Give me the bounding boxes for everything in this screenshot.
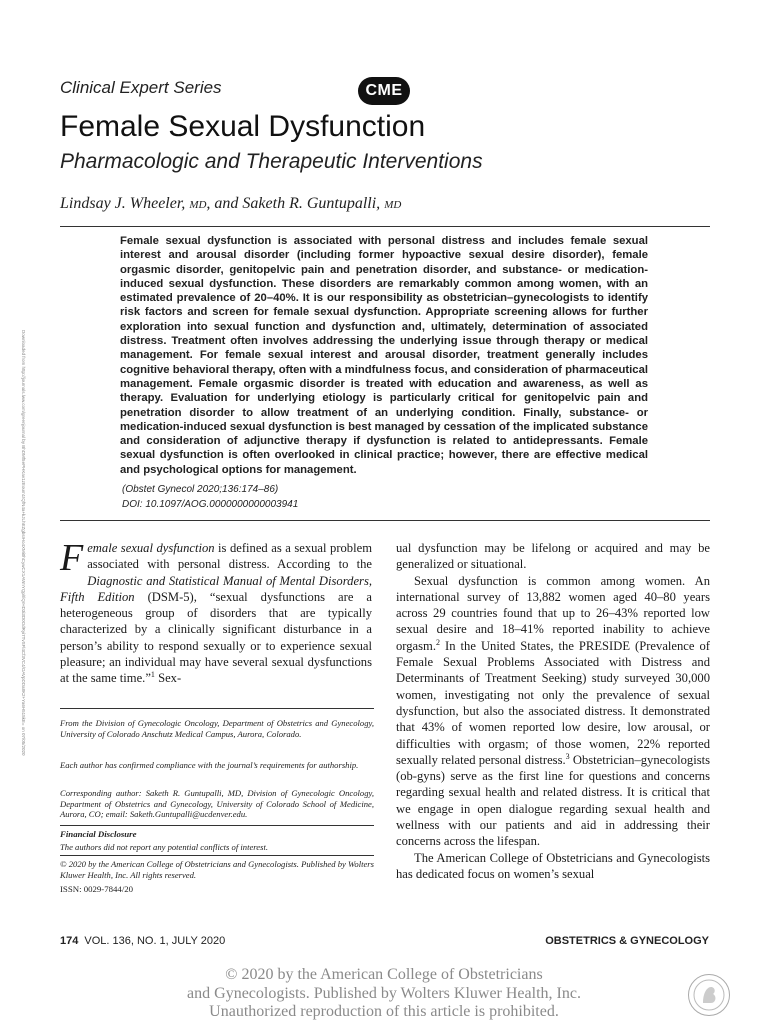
disclosure-heading: Financial Disclosure [60, 829, 137, 839]
journal-name: OBSTETRICS & GYNECOLOGY [545, 935, 709, 947]
body-left-column [60, 537, 373, 687]
body-paragraph-r2 [396, 573, 710, 850]
compliance-note: Each author has confirmed compliance with the journal’s requirements for authorship. [60, 760, 359, 770]
footnote-rule [60, 708, 374, 709]
disclosure-note: The authors did not report any potential conflicts of interest. [60, 842, 268, 852]
header-rule [60, 226, 710, 227]
article-subtitle: Pharmacologic and Therapeutic Interventions [60, 150, 483, 173]
body-paragraph-r1: ual dysfunction may be lifelong or acquired and may be generalized or situational. [396, 541, 710, 572]
abstract: Female sexual dysfunction is associated with personal distress and includes female sexual interest and arousal disorder (including former hypoactive sexual desire disorder), female orgasmic disorder, genitopelvic pain and penetration disorder, and substance- or medication-induced sexual dysfunction. These disorders are remarkably common among women, with an estimated prevalence of 20–40%. It is our responsibility as obstetrician–gynecologists to identify risk factors and screen for female sexual dysfunction. Appropriate screening allows for further exploration into sexual function and dysfunction and, ultimately, determination of associated distress. Treatment often involves addressing the underlying issue through therapy or medical management. For female sexual interest and arousal disorder, treatment generally includes cognitive behavioral therapy, often with a mindfulness focus, and consideration of pharmaceutical management. Female orgasmic disorder is treated with education and awareness, as well as therapy. Evaluation for underlying etiology is particularly critical for genitopelvic pain and penetration disorder to allow treatment of an underlying condition. Finally, substance- or medication-induced sexual dysfunction is best managed by cessation of the implicated substance and consideration of adjunctive therapy if dysfunction is related to antidepressants. Female sexual dysfunction is often overlooked in clinical practice; however, there are effective medical and psychological options for management. [120, 235, 648, 476]
author-2-degree: MD [384, 199, 402, 211]
page-number: 174 [60, 935, 79, 947]
acog-seal-icon [688, 974, 730, 1016]
reference-1[interactable]: 1 [150, 670, 155, 680]
affiliation-note: From the Division of Gynecologic Oncology, Department of Obstetrics and Gynecology, University of Colorado Anschutz Medical Campus, Aurora, Colorado. [60, 718, 374, 739]
watermark-line-1: © 2020 by the American College of Obstetricians [225, 966, 543, 983]
series-label: Clinical Expert Series [60, 78, 222, 97]
issue-info: VOL. 136, NO. 1, JULY 2020 [84, 935, 226, 947]
cme-badge [358, 77, 410, 105]
drop-cap: F [60, 537, 84, 579]
body-paragraph-1 [60, 537, 373, 687]
issn: ISSN: 0029-7844/20 [60, 884, 134, 894]
body-text: Sexual dysfunction is common among women. An international survey of 13,882 women aged 40–80 years across 29 countries found that up to 26–43% reported low sexual desire and 18–41% reported inability to achieve orgasm. [396, 573, 710, 653]
lead-term: emale sexual dysfunction [87, 541, 215, 555]
author-1: Lindsay J. Wheeler, [60, 195, 186, 212]
reference-3[interactable]: 3 [565, 751, 570, 761]
author-1-degree: MD [189, 199, 207, 211]
citation: (Obstet Gynecol 2020;136:174–86) [122, 484, 279, 495]
body-paragraph-r3: The American College of Obstetricians and Gynecologists has dedicated focus on women’s sexual [396, 850, 710, 881]
abstract-rule [60, 520, 710, 521]
body-right-column [396, 540, 710, 882]
dsm-title: Diagnostic and Statistical Manual of Mental Disorders, Fifth Edition [60, 573, 372, 604]
author-connector: , and Saketh R. Guntupalli, [206, 195, 381, 212]
corresponding-note: Corresponding author: Saketh R. Guntupalli, MD, Division of Gynecologic Oncology, Department of Obstetrics and Gynecology, University of Colorado School of Medicine, Aurora, CO; email: Saketh.Guntupalli@ucdenver.edu. [60, 788, 374, 819]
reference-2[interactable]: 2 [436, 637, 440, 647]
copyright-watermark [0, 966, 768, 1022]
cme-badge-label: CME [365, 82, 403, 99]
disclosure-rule [60, 825, 374, 826]
body-text: (DSM-5), “sexual dysfunctions are a heterogeneous group of disorders that are typically characterized by a clinically significant disturbance in a person’s ability to respond sexually or to experience sexual pleasure; an individual may have several sexual dysfunctions at the same time.” [60, 589, 373, 686]
doi: DOI: 10.1097/AOG.0000000000003941 [122, 499, 299, 510]
page-footer-left [60, 935, 225, 947]
copyright-rule [60, 855, 374, 856]
body-text: In the United States, the PRESIDE (Prevalence of Female Sexual Problems Associated with Distress and Determinants of Treatment Seeking) study surveyed 30,000 women, investigating not only the prevalence of sexual dysfunction, but also the associated distress. It demonstrated that 43% of women reported low desire, low arousal, or difficulties with orgasm; of those women, 22% reported sexually related personal distress. [396, 638, 710, 767]
body-text: is defined as a sexual problem associated with personal distress. According to the [87, 541, 372, 572]
watermark-line-3: Unauthorized reproduction of this article is prohibited. [209, 1003, 559, 1020]
watermark-line-2: and Gynecologists. Published by Wolters Kluwer Health, Inc. [187, 984, 581, 1002]
article-title: Female Sexual Dysfunction [60, 110, 426, 143]
download-note: Downloaded from http://journals.lww.com/greenjournal by BhDMf5ePHKav1zEoum1tQfN4a+kJLhEZgbsIHo4XMi0hCywCX1AWnYQp/IlQrHD3i3D0OdRyi7TvSFl4Cf3VC4/OAVpDDa8K2+Ya6H515kE= on 07/05/2020 [21, 330, 26, 756]
author-line [60, 195, 401, 213]
body-text: Obstetrician–gynecologists (ob-gyns) serve as the first line for questions and concerns regarding sexual health and related distress. It is critical that we engage in open dialogue regarding sexual health and wellness with our patients and aid in addressing their concerns across the lifespan. [396, 752, 710, 849]
body-text: Sex- [154, 671, 182, 686]
copyright-note: © 2020 by the American College of Obstetricians and Gynecologists. Published by Wolters Kluwer Health, Inc. All rights reserved. [60, 859, 374, 880]
